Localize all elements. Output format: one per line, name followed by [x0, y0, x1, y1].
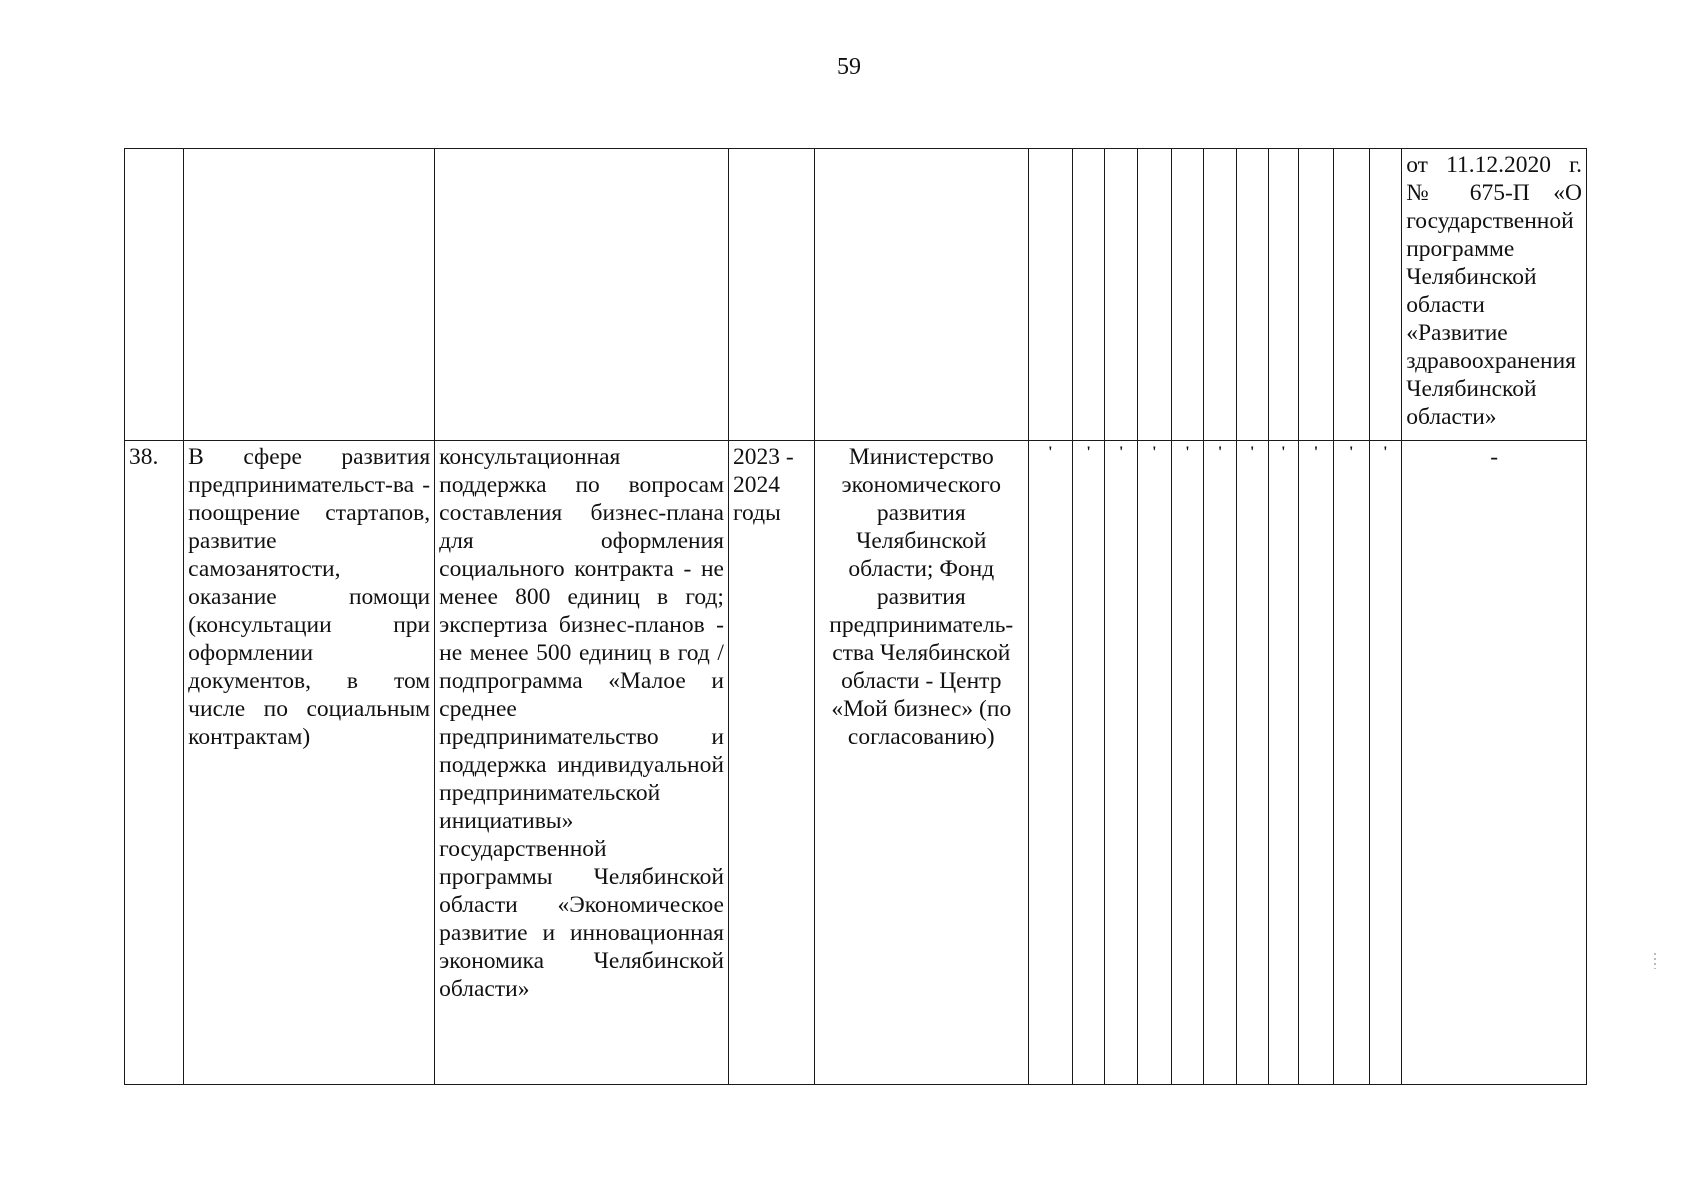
indicator-mark: ': [1138, 441, 1172, 1085]
cell-empty: [1268, 149, 1299, 441]
cell-empty: [1028, 149, 1072, 441]
cell-empty: [125, 149, 184, 441]
indicator-mark: ': [1369, 441, 1402, 1085]
indicator-mark: ': [1072, 441, 1105, 1085]
cell-empty: [1138, 149, 1172, 441]
cell-empty: [1333, 149, 1369, 441]
table-row-38: [125, 441, 1587, 1085]
sphere-cell: В сфере развития предпринимательст-ва - поощрение стартапов, развитие самозанятости, оказание помощи (консультации при оформлении документов, в том числе по социальным контрактам): [184, 441, 435, 1085]
indicator-mark: ': [1204, 441, 1237, 1085]
indicator-mark: ': [1299, 441, 1334, 1085]
cell-empty: [1072, 149, 1105, 441]
cell-empty: [1204, 149, 1237, 441]
executor-cell: Министерство экономического развития Челябинской области; Фонд развития предприниматель-ства Челябинской области - Центр «Мой бизнес» (по согласованию): [814, 441, 1028, 1085]
indicator-mark: ': [1236, 441, 1268, 1085]
indicator-mark: ': [1333, 441, 1369, 1085]
table-row-continuation: [125, 149, 1587, 441]
cell-empty: [1171, 149, 1204, 441]
indicator-mark: ': [1028, 441, 1072, 1085]
indicator-mark: ': [1105, 441, 1138, 1085]
cell-empty: [435, 149, 729, 441]
measure-cell: консультационная поддержка по вопросам составления бизнес-плана для оформления социального контракта - не менее 800 единиц в год; экспертиза бизнес-планов - не менее 500 единиц в год / подпрограмма «Малое и среднее предпринимательство и поддержка индивидуальной предпринимательской инициативы» государственной программы Челябинской области «Экономическое развитие и инновационная экономика Челябинской области»: [435, 441, 729, 1085]
indicator-mark: ': [1171, 441, 1204, 1085]
indicator-mark: ': [1268, 441, 1299, 1085]
cell-empty: [1299, 149, 1334, 441]
row-number: 38.: [125, 441, 184, 1085]
document-table: [124, 148, 1587, 1085]
basis-value-cell: -: [1402, 441, 1587, 1085]
basis-note-cell: от 11.12.2020 г. № 675-П «О государственной программе Челябинской области «Развитие здравоохранения Челябинской области»: [1402, 149, 1587, 441]
cell-empty: [1105, 149, 1138, 441]
cell-empty: [814, 149, 1028, 441]
cell-empty: [1236, 149, 1268, 441]
page-number: 59: [837, 54, 861, 80]
scan-artifact: [1654, 953, 1656, 969]
cell-empty: [184, 149, 435, 441]
cell-empty: [1369, 149, 1402, 441]
period-cell: 2023 - 2024 годы: [728, 441, 814, 1085]
cell-empty: [728, 149, 814, 441]
